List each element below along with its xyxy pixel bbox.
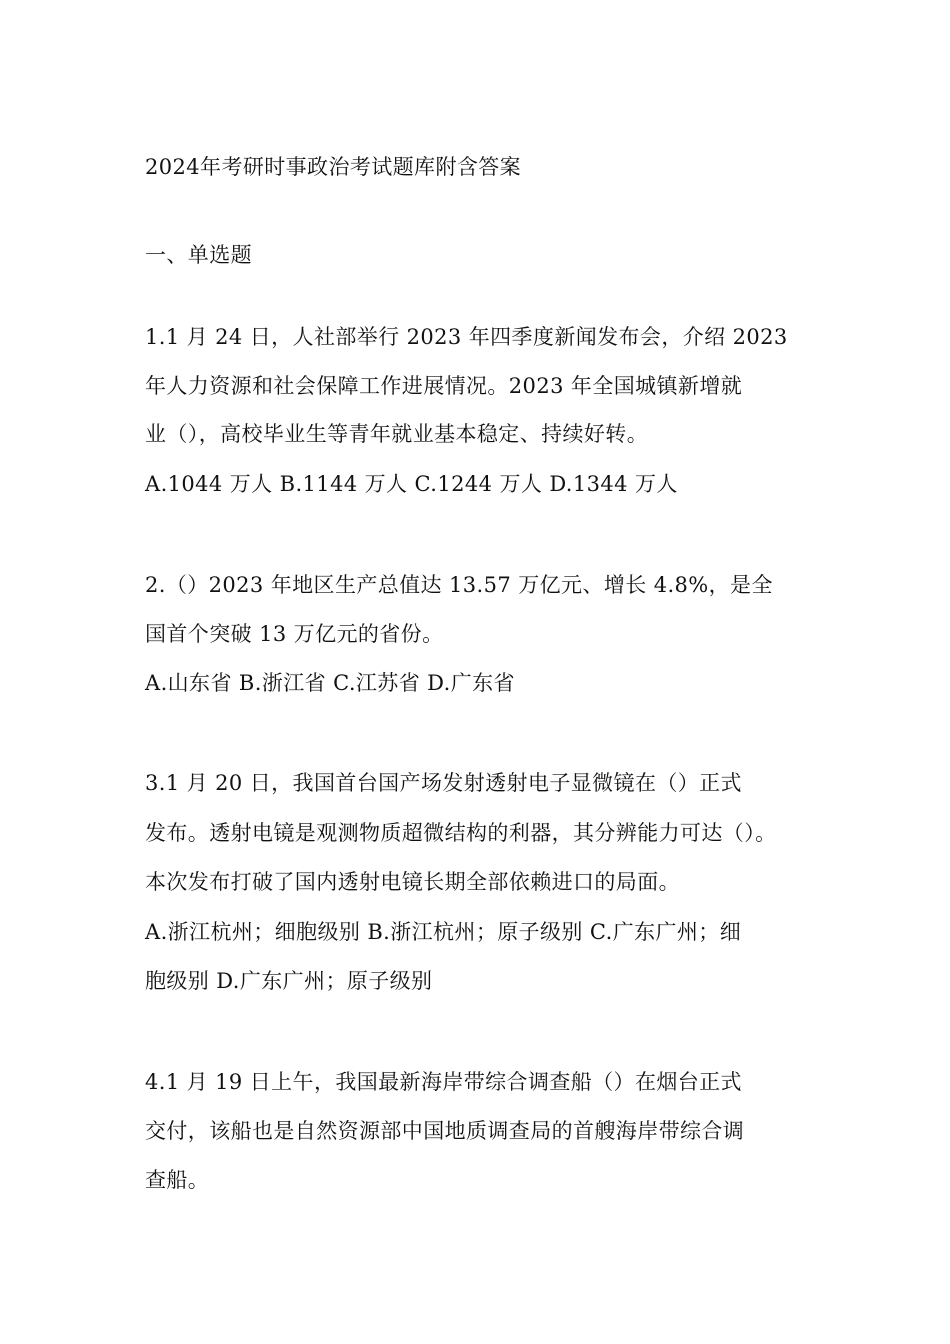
question-1-options: A.1044 万人 B.1144 万人 C.1244 万人 D.1344 万人 (145, 472, 678, 496)
question-3-line-2: 发布。透射电镜是观测物质超微结构的利器，其分辨能力可达（）。 (145, 821, 777, 845)
question-3-options-line-2: 胞级别 D.广东广州；原子级别 (145, 969, 433, 993)
question-1-line-3: 业（），高校毕业生等青年就业基本稳定、持续好转。 (145, 422, 649, 446)
section-heading: 一、单选题 (145, 243, 252, 267)
question-3-line-1: 3.1 月 20 日，我国首台国产场发射透射电子显微镜在（）正式 (145, 771, 742, 795)
question-4-line-3: 查船。 (145, 1168, 210, 1192)
question-3-line-3: 本次发布打破了国内透射电镜长期全部依赖进口的局面。 (145, 870, 680, 894)
question-1-line-2: 年人力资源和社会保障工作进展情况。2023 年全国城镇新增就 (145, 374, 743, 398)
question-4-line-1: 4.1 月 19 日上午，我国最新海岸带综合调查船（）在烟台正式 (145, 1070, 742, 1094)
question-1-line-1: 1.1 月 24 日，人社部举行 2023 年四季度新闻发布会，介绍 2023 (145, 325, 788, 349)
question-2-options: A.山东省 B.浙江省 C.江苏省 D.广东省 (145, 671, 515, 695)
question-2-line-2: 国首个突破 13 万亿元的省份。 (145, 622, 444, 646)
document-title: 2024年考研时事政治考试题库附含答案 (145, 155, 522, 179)
question-3-options-line-1: A.浙江杭州；细胞级别 B.浙江杭州；原子级别 C.广东广州；细 (145, 920, 742, 944)
question-4-line-2: 交付，该船也是自然资源部中国地质调查局的首艘海岸带综合调 (145, 1119, 745, 1143)
question-2-line-1: 2.（）2023 年地区生产总值达 13.57 万亿元、增长 4.8%，是全 (145, 573, 773, 597)
